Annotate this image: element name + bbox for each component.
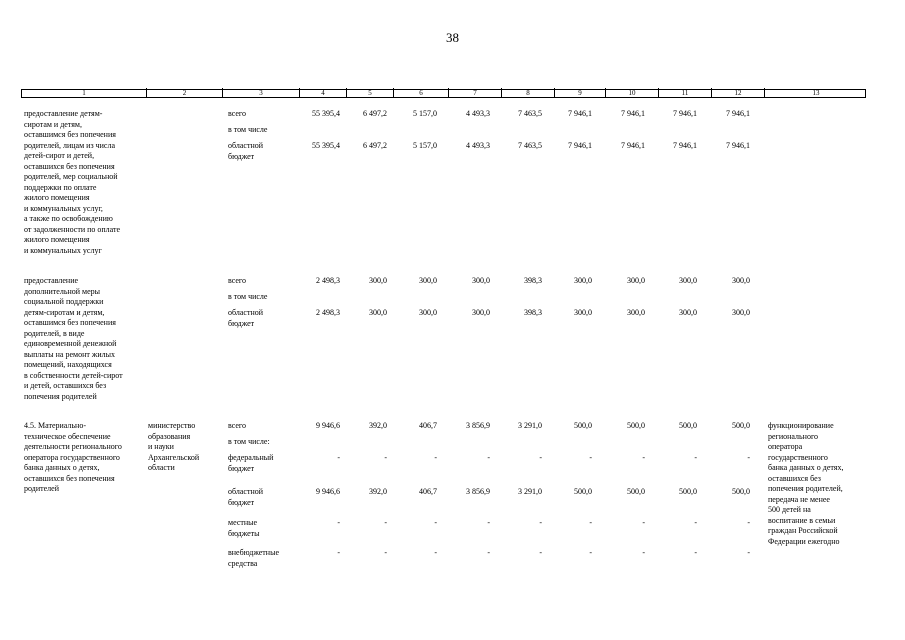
cell-value: - [487,518,490,527]
cell-value: 406,7 [419,487,437,496]
cell-value: 500,0 [732,421,750,430]
source-label: внебюджетные средства [228,548,279,568]
cell-value: 7 463,5 [518,109,542,118]
cell-value: 500,0 [732,487,750,496]
header-col-8: 8 [501,88,554,97]
cell-value: 7 946,1 [726,141,750,150]
cell-value: 300,0 [369,276,387,285]
cell-value: 300,0 [627,308,645,317]
cell-value: 7 946,1 [621,109,645,118]
cell-value: 300,0 [369,308,387,317]
cell-value: - [539,453,542,462]
row-name: предоставление детям- сиротам и детям, оставшимся без попечения родителей, лицам из числа детей-сирот и детей, оставшихся без попечения родителей, мер социальной поддержки по оплате жилого помещения и коммунальных услуг, а также по освобождению от задолженности по оплате жилого помещения и коммунальных услуг [24,109,121,255]
cell-value: - [694,518,697,527]
cell-value: - [694,548,697,557]
source-label: в том числе: [228,437,270,446]
row-executor: министерство образования и науки Архангельской области [148,421,200,472]
cell-value: - [434,548,437,557]
cell-value: 6 497,2 [363,141,387,150]
cell-value: 500,0 [679,487,697,496]
source-label: в том числе [228,125,268,134]
row-result: функционирование регионального оператора государственного банка данных о детях, оставшихся без попечения родителей, передача не менее 500 детей на воспитание в семьи граждан Российской Федерации ежегодно [768,421,844,546]
cell-value: 7 946,1 [568,141,592,150]
source-label: федеральный бюджет [228,453,274,473]
cell-value: 7 946,1 [568,109,592,118]
source-label: в том числе [228,292,268,301]
cell-value: 406,7 [419,421,437,430]
header-col-4: 4 [299,88,346,97]
cell-value: 7 946,1 [726,109,750,118]
cell-value: 300,0 [679,276,697,285]
header-col-10: 10 [605,88,658,97]
cell-value: 5 157,0 [413,141,437,150]
cell-value: - [487,548,490,557]
source-label: областной бюджет [228,141,264,161]
cell-value: 300,0 [627,276,645,285]
cell-value: - [434,453,437,462]
cell-value: - [337,453,340,462]
cell-value: 4 493,3 [466,141,490,150]
cell-value: 3 856,9 [466,421,490,430]
cell-value: - [642,453,645,462]
cell-value: 300,0 [472,308,490,317]
cell-value: 7 463,5 [518,141,542,150]
cell-value: - [337,548,340,557]
header-col-1: 1 [82,89,86,97]
source-label: всего [228,276,247,285]
cell-value: 392,0 [369,421,387,430]
header-col-7: 7 [448,88,501,97]
cell-value: - [589,453,592,462]
cell-value: - [747,453,750,462]
header-col-13: 13 [764,88,867,97]
cell-value: 500,0 [627,421,645,430]
cell-value: 500,0 [574,421,592,430]
cell-value: - [589,518,592,527]
row-name: предоставление дополнительной меры социальной поддержки детям-сиротам и детям, оставшимся без попечения родителей, в виде единовременной денежной выплаты на ремонт жилых помещений, находящихся в собственности детей-сирот и детей, оставшихся без попечения родителей [24,276,123,401]
cell-value: - [539,548,542,557]
cell-value: 7 946,1 [673,109,697,118]
cell-value: 392,0 [369,487,387,496]
cell-value: - [747,548,750,557]
header-col-2: 2 [146,88,222,97]
cell-value: 300,0 [419,276,437,285]
cell-value: 300,0 [574,308,592,317]
cell-value: - [337,518,340,527]
cell-value: 300,0 [679,308,697,317]
cell-value: 7 946,1 [673,141,697,150]
cell-value: 2 498,3 [316,276,340,285]
header-col-6: 6 [393,88,448,97]
cell-value: 398,3 [524,276,542,285]
header-col-3: 3 [222,88,299,97]
cell-value: 55 395,4 [312,141,340,150]
cell-value: 300,0 [472,276,490,285]
cell-value: 300,0 [574,276,592,285]
header-col-9: 9 [554,88,605,97]
cell-value: 300,0 [732,276,750,285]
cell-value: 6 497,2 [363,109,387,118]
cell-value: 4 493,3 [466,109,490,118]
cell-value: 398,3 [524,308,542,317]
cell-value: 3 291,0 [518,487,542,496]
source-label: местные бюджеты [228,518,260,538]
cell-value: 9 946,6 [316,421,340,430]
cell-value: 5 157,0 [413,109,437,118]
source-label: всего [228,109,247,118]
cell-value: 300,0 [419,308,437,317]
cell-value: 500,0 [679,421,697,430]
cell-value: 300,0 [732,308,750,317]
cell-value: 9 946,6 [316,487,340,496]
cell-value: - [642,548,645,557]
cell-value: - [384,518,387,527]
page-number: 38 [446,30,459,45]
cell-value: 7 946,1 [621,141,645,150]
cell-value: - [694,453,697,462]
cell-value: 3 856,9 [466,487,490,496]
cell-value: - [434,518,437,527]
cell-value: - [384,548,387,557]
cell-value: - [589,548,592,557]
header-col-5: 5 [346,88,393,97]
cell-value: 500,0 [627,487,645,496]
source-label: всего [228,421,247,430]
cell-value: - [539,518,542,527]
cell-value: - [747,518,750,527]
cell-value: - [487,453,490,462]
cell-value: 55 395,4 [312,109,340,118]
cell-value: 2 498,3 [316,308,340,317]
header-col-12: 12 [711,88,764,97]
table-header [21,89,866,98]
header-col-11: 11 [658,88,711,97]
cell-value: 3 291,0 [518,421,542,430]
cell-value: - [642,518,645,527]
row-name: 4.5. Материально- техническое обеспечение деятельности регионального оператора государственного банка данных о детях, оставшихся без попечения родителей [24,421,122,493]
source-label: областной бюджет [228,487,264,507]
cell-value: - [384,453,387,462]
source-label: областной бюджет [228,308,264,328]
cell-value: 500,0 [574,487,592,496]
